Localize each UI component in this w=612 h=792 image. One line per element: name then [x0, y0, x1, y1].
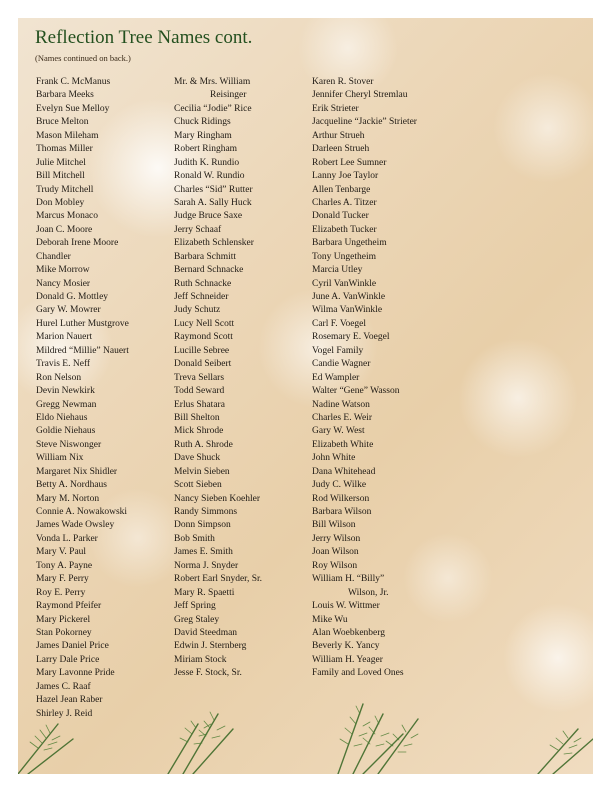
name-entry	[174, 331, 262, 344]
name-text: Robert Lee Sumner	[312, 157, 387, 168]
name-entry	[174, 385, 262, 398]
name-entry	[312, 372, 417, 385]
name-text: Travis E. Neff	[36, 359, 91, 370]
name-entry	[36, 130, 129, 143]
names-column-2	[174, 76, 262, 681]
name-entry	[312, 385, 417, 398]
name-entry	[312, 170, 417, 183]
name-text: Carl F. Voegel	[312, 318, 367, 329]
name-text: Karen R. Stover	[312, 77, 374, 87]
name-text: Mary F. Perry	[36, 574, 89, 585]
name-text: Jennifer Cheryl Stremlau	[312, 90, 408, 101]
name-text: Jerry Wilson	[312, 533, 361, 544]
name-text: Jeff Schneider	[174, 292, 229, 302]
name-entry	[312, 600, 417, 613]
name-text: Bill Shelton	[174, 412, 220, 423]
name-entry	[36, 116, 129, 129]
name-entry	[36, 76, 129, 89]
name-text: Randy Simmons	[174, 507, 238, 517]
name-text: Ronald W. Rundio	[174, 171, 245, 182]
name-text: Chuck Ridings	[174, 117, 231, 128]
name-entry	[36, 304, 129, 317]
name-entry	[174, 143, 262, 156]
name-entry	[312, 237, 417, 250]
name-text: Shirley J. Reid	[36, 708, 93, 719]
name-text: Tony A. Payne	[36, 560, 93, 571]
name-text: Jacqueline “Jackie” Strieter	[312, 117, 417, 128]
names-column-1	[36, 76, 129, 721]
name-entry	[312, 89, 417, 102]
name-entry	[312, 103, 417, 116]
name-text: Mary M. Norton	[36, 493, 100, 504]
name-text: Connie A. Nowakowski	[36, 507, 128, 517]
name-entry	[36, 399, 129, 412]
name-entry	[312, 331, 417, 344]
name-entry	[174, 304, 262, 317]
name-text: Don Mobley	[36, 197, 85, 208]
name-text: Roy Wilson	[312, 560, 358, 571]
name-text: Treva Sellars	[174, 372, 225, 383]
name-text: Betty A. Nordhaus	[36, 480, 107, 491]
name-text: Goldie Niehaus	[36, 426, 96, 437]
name-entry	[312, 157, 417, 170]
name-text: Trudy Mitchell	[36, 184, 94, 195]
name-text: Walter “Gene” Wasson	[312, 386, 400, 397]
name-text: Greg Staley	[174, 614, 220, 625]
name-entry	[312, 210, 417, 223]
name-text: Judge Bruce Saxe	[174, 211, 243, 222]
name-text: Rosemary E. Voegel	[312, 332, 390, 343]
name-text: Scott Sieben	[174, 480, 222, 491]
name-text: Devin Newkirk	[36, 386, 95, 397]
name-text: Donald G. Mottley	[36, 292, 109, 302]
name-text: Elizabeth White	[312, 439, 374, 450]
name-entry	[174, 264, 262, 277]
name-text: Ruth A. Shrode	[174, 439, 233, 450]
name-text: Marcia Utley	[312, 265, 363, 276]
name-text: Eldo Niehaus	[36, 412, 88, 423]
name-entry	[312, 425, 417, 438]
name-text: Mike Wu	[312, 614, 348, 625]
name-text: Judy Schutz	[174, 305, 221, 316]
name-entry	[312, 479, 417, 492]
name-entry	[312, 452, 417, 465]
name-text: Dave Shuck	[174, 453, 221, 464]
name-entry	[36, 412, 129, 425]
name-entry	[36, 667, 129, 680]
name-entry	[36, 331, 129, 344]
name-text: Mick Shrode	[174, 426, 224, 437]
name-entry	[312, 493, 417, 506]
name-text: Vonda L. Parker	[36, 533, 98, 544]
name-entry	[36, 318, 129, 331]
name-entry	[174, 466, 262, 479]
name-entry	[312, 506, 417, 519]
name-text: Jeff Spring	[174, 601, 216, 612]
name-text: Louis W. Wittmer	[312, 601, 380, 612]
name-entry	[36, 264, 129, 277]
name-entry	[312, 197, 417, 210]
name-text: Marcus Monaco	[36, 211, 98, 222]
name-text: Bernard Schnacke	[174, 265, 244, 276]
name-entry	[312, 519, 417, 532]
name-text: Dana Whitehead	[312, 466, 376, 477]
name-entry	[174, 493, 262, 506]
name-entry	[312, 614, 417, 627]
name-text: Donald Seibert	[174, 359, 232, 370]
name-entry	[174, 130, 262, 143]
name-entry	[36, 573, 129, 586]
name-text: James E. Smith	[174, 547, 233, 558]
name-text: Bill Wilson	[312, 520, 356, 531]
name-entry	[174, 600, 262, 613]
name-text: Jerry Schaaf	[174, 224, 222, 235]
name-text: James Daniel Price	[36, 641, 109, 652]
name-text: Vogel Family	[312, 345, 364, 356]
name-text: Hazel Jean Raber	[36, 695, 103, 706]
name-entry	[36, 89, 129, 102]
name-entry	[174, 546, 262, 559]
name-entry-continuation	[174, 89, 262, 102]
name-text: Elizabeth Schlensker	[174, 238, 254, 249]
name-entry	[174, 425, 262, 438]
name-text: Frank C. McManus	[36, 77, 111, 87]
name-text: Rod Wilkerson	[312, 493, 370, 504]
name-entry	[312, 304, 417, 317]
name-text: Ron Nelson	[36, 372, 82, 383]
name-entry	[36, 466, 129, 479]
name-entry	[36, 372, 129, 385]
name-text: Steve Niswonger	[36, 439, 102, 450]
name-text: Barbara Meeks	[36, 90, 94, 101]
name-entry	[36, 291, 129, 304]
name-entry	[312, 573, 417, 586]
name-text: Gary W. West	[312, 426, 365, 437]
name-text: David Steedman	[174, 627, 238, 638]
name-text: William H. Yeager	[312, 654, 383, 665]
name-text: Wilson, Jr.	[348, 587, 389, 598]
name-entry	[36, 197, 129, 210]
name-text: Lucy Nell Scott	[174, 318, 235, 329]
name-entry	[36, 587, 129, 600]
name-text: Chandler	[36, 251, 71, 262]
name-text: Barbara Ungetheim	[312, 238, 387, 249]
name-text: Alan Woebkenberg	[312, 627, 386, 638]
name-entry	[174, 318, 262, 331]
name-text: Charles “Sid” Rutter	[174, 184, 253, 195]
name-entry	[174, 251, 262, 264]
name-entry	[312, 184, 417, 197]
name-text: Norma J. Snyder	[174, 560, 239, 571]
name-entry	[174, 345, 262, 358]
name-entry	[36, 640, 129, 653]
name-text: Miriam Stock	[174, 654, 227, 665]
name-entry	[36, 627, 129, 640]
name-entry	[312, 358, 417, 371]
name-entry	[174, 627, 262, 640]
name-entry	[174, 614, 262, 627]
name-entry	[312, 412, 417, 425]
names-column-3	[312, 76, 417, 681]
name-entry	[312, 439, 417, 452]
name-entry	[36, 519, 129, 532]
name-entry	[174, 237, 262, 250]
name-entry	[312, 278, 417, 291]
name-entry	[36, 560, 129, 573]
name-entry	[174, 439, 262, 452]
name-entry	[312, 533, 417, 546]
name-entry	[36, 546, 129, 559]
name-text: James Wade Owsley	[36, 520, 115, 531]
name-text: Raymond Pfeifer	[36, 601, 102, 612]
name-text: Wilma VanWinkle	[312, 305, 383, 316]
name-text: John White	[312, 453, 356, 464]
name-text: Elizabeth Tucker	[312, 224, 377, 235]
name-entry	[312, 546, 417, 559]
name-text: Margaret Nix Shidler	[36, 466, 118, 477]
name-text: Stan Pokorney	[36, 627, 92, 638]
name-entry	[36, 533, 129, 546]
name-entry	[36, 654, 129, 667]
page-background	[18, 18, 593, 774]
name-text: Mary R. Spaetti	[174, 587, 235, 598]
name-text: Mike Morrow	[36, 265, 90, 276]
name-text: Robert Ringham	[174, 144, 238, 155]
name-entry	[174, 399, 262, 412]
name-text: Lucille Sebree	[174, 345, 230, 356]
name-entry	[174, 157, 262, 170]
name-text: Robert Earl Snyder, Sr.	[174, 574, 263, 585]
name-text: Tony Ungetheim	[312, 251, 376, 262]
name-text: Charles A. Titzer	[312, 197, 377, 208]
name-text: Donn Simpson	[174, 520, 231, 531]
name-text: Nancy Mosier	[36, 278, 91, 289]
name-entry	[36, 237, 129, 250]
name-entry	[174, 560, 262, 573]
name-text: Barbara Schmitt	[174, 251, 236, 262]
name-entry	[36, 184, 129, 197]
name-entry	[312, 251, 417, 264]
name-entry	[312, 627, 417, 640]
name-entry	[36, 278, 129, 291]
name-entry	[312, 76, 417, 89]
name-entry	[174, 76, 262, 89]
name-text: Joan Wilson	[312, 547, 359, 558]
name-text: Sarah A. Sally Huck	[174, 197, 252, 208]
name-entry	[174, 533, 262, 546]
name-text: Cecilia “Jodie” Rice	[174, 103, 252, 114]
name-text: Melvin Sieben	[174, 466, 230, 477]
name-text: Todd Seward	[174, 386, 225, 397]
name-entry	[174, 587, 262, 600]
name-entry	[36, 143, 129, 156]
name-entry	[36, 224, 129, 237]
name-entry	[312, 264, 417, 277]
name-text: Mary Lavonne Pride	[36, 668, 115, 679]
name-text: Darleen Strueh	[312, 144, 370, 155]
name-entry	[312, 143, 417, 156]
name-text: Bob Smith	[174, 533, 215, 544]
name-entry	[174, 170, 262, 183]
name-entry	[36, 614, 129, 627]
name-text: Mary Pickerel	[36, 614, 91, 625]
name-entry	[312, 640, 417, 653]
name-text: Judy C. Wilke	[312, 480, 367, 491]
name-text: Gary W. Mowrer	[36, 305, 101, 316]
name-entry	[36, 479, 129, 492]
name-entry	[312, 318, 417, 331]
name-entry	[36, 210, 129, 223]
name-text: Hurel Luther Mustgrove	[36, 318, 129, 329]
name-text: Jesse F. Stock, Sr.	[174, 668, 242, 679]
name-entry	[36, 425, 129, 438]
name-text: Nadine Watson	[312, 399, 370, 410]
name-entry	[174, 479, 262, 492]
name-text: Donald Tucker	[312, 211, 369, 222]
name-text: Marion Nauert	[36, 332, 93, 343]
name-entry	[174, 278, 262, 291]
name-text: Reisinger	[210, 90, 247, 101]
name-entry	[36, 345, 129, 358]
name-entry	[312, 560, 417, 573]
pine-branches-decoration	[18, 681, 593, 774]
name-entry	[36, 170, 129, 183]
name-text: Cyril VanWinkle	[312, 278, 377, 289]
name-text: Candie Wagner	[312, 359, 371, 370]
name-text: William H. “Billy”	[312, 574, 385, 585]
name-entry	[174, 412, 262, 425]
name-entry	[174, 197, 262, 210]
name-text: Julie Mitchel	[36, 157, 86, 168]
page-title: Reflection Tree Names cont.	[35, 27, 253, 48]
name-entry	[174, 506, 262, 519]
name-entry	[174, 667, 262, 680]
name-text: Roy E. Perry	[36, 587, 86, 598]
name-text: Judith K. Rundio	[174, 157, 240, 168]
name-entry	[174, 372, 262, 385]
name-text: Ed Wampler	[312, 372, 360, 383]
name-entry	[174, 224, 262, 237]
name-entry	[312, 466, 417, 479]
name-text: Ruth Schnacke	[174, 278, 232, 289]
name-text: Mr. & Mrs. William	[174, 77, 251, 87]
name-entry	[36, 452, 129, 465]
name-text: Bruce Melton	[36, 117, 89, 128]
name-text: Family and Loved Ones	[312, 668, 404, 679]
name-entry	[36, 385, 129, 398]
name-text: Edwin J. Sternberg	[174, 641, 247, 652]
name-entry	[174, 573, 262, 586]
name-text: Erlus Shatara	[174, 399, 225, 410]
name-entry	[36, 251, 129, 264]
name-entry	[174, 358, 262, 371]
name-entry	[174, 210, 262, 223]
name-text: Beverly K. Yancy	[312, 641, 380, 652]
name-text: Barbara Wilson	[312, 507, 372, 517]
name-entry	[36, 439, 129, 452]
name-entry	[312, 345, 417, 358]
name-entry	[36, 493, 129, 506]
name-entry	[174, 103, 262, 116]
name-entry	[312, 116, 417, 129]
name-entry	[312, 399, 417, 412]
name-entry	[312, 130, 417, 143]
name-text: Arthur Strueh	[312, 130, 365, 141]
name-text: Mary V. Paul	[36, 547, 87, 558]
name-entry	[312, 654, 417, 667]
name-entry	[312, 667, 417, 680]
name-text: William Nix	[36, 453, 84, 464]
name-text: Erik Strieter	[312, 103, 359, 114]
name-entry-continuation	[312, 587, 417, 600]
name-entry	[36, 600, 129, 613]
name-text: Mary Ringham	[174, 130, 232, 141]
name-text: Joan C. Moore	[36, 224, 93, 235]
name-text: Thomas Miller	[36, 144, 93, 155]
name-text: June A. VanWinkle	[312, 292, 386, 302]
name-entry	[174, 519, 262, 532]
name-text: Bill Mitchell	[36, 171, 85, 182]
name-entry	[174, 184, 262, 197]
name-text: Gregg Newman	[36, 399, 97, 410]
name-text: Mildred “Millie” Nauert	[36, 345, 129, 356]
name-text: Mason Mileham	[36, 130, 99, 141]
name-entry	[312, 224, 417, 237]
page-subtitle: (Names continued on back.)	[35, 53, 131, 63]
name-entry	[36, 506, 129, 519]
name-text: Larry Dale Price	[36, 654, 100, 665]
name-text: Allen Tenbarge	[312, 184, 371, 195]
name-entry	[36, 358, 129, 371]
name-entry	[174, 452, 262, 465]
name-entry	[174, 640, 262, 653]
name-entry	[36, 103, 129, 116]
name-text: Raymond Scott	[174, 332, 233, 343]
name-text: Charles E. Weir	[312, 412, 373, 423]
name-entry	[174, 116, 262, 129]
name-entry	[36, 157, 129, 170]
name-entry	[174, 291, 262, 304]
name-text: Deborah Irene Moore	[36, 238, 119, 249]
name-text: Nancy Sieben Koehler	[174, 493, 260, 504]
name-text: Evelyn Sue Melloy	[36, 103, 110, 114]
name-text: Lanny Joe Taylor	[312, 171, 379, 182]
name-text: James C. Raaf	[36, 681, 91, 692]
name-entry	[312, 291, 417, 304]
name-entry	[174, 654, 262, 667]
